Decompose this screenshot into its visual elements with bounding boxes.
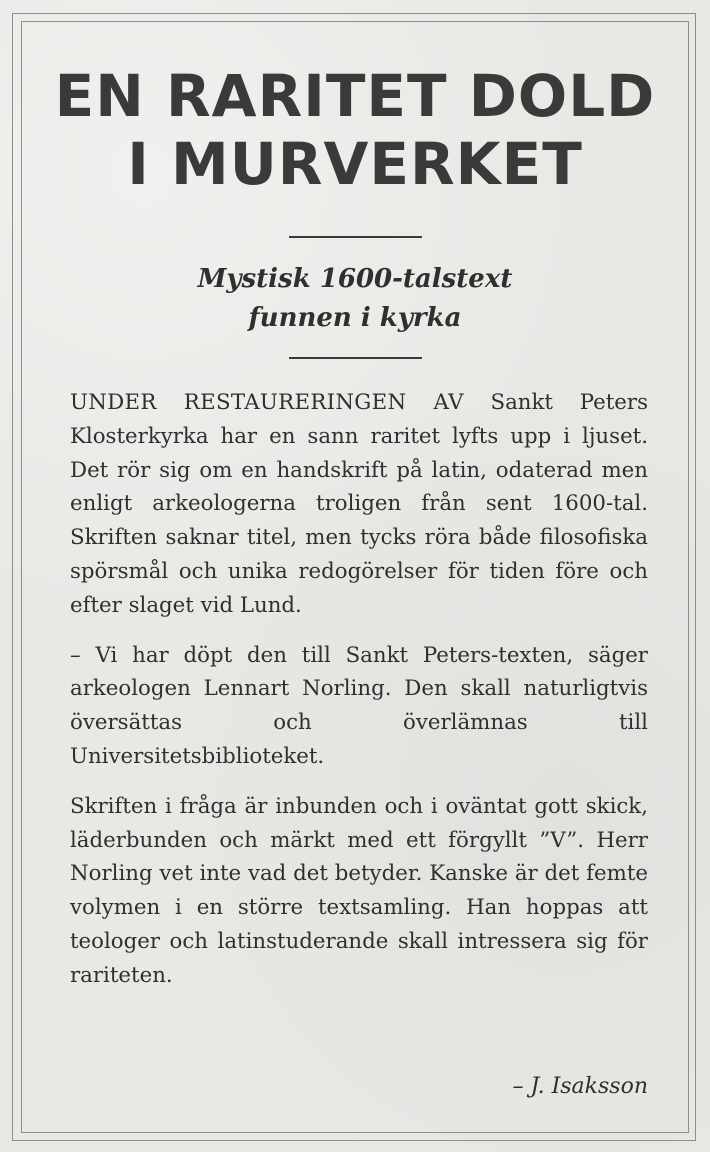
article-paragraph-1 [70, 386, 648, 623]
subtitle-line-2: funnen i kyrka [248, 303, 462, 333]
subtitle-line-1: Mystisk 1600-talstext [197, 264, 513, 294]
divider-top [289, 236, 422, 238]
headline-line-2: I MURVERKET [127, 130, 583, 198]
headline-line-1: EN RARITET DOLD [54, 62, 656, 130]
lead-in-caps: UNDER RESTAURERINGEN AV [70, 390, 464, 415]
article-paragraph-3: Skriften i fråga är inbunden och i oväntat gott skick, läderbunden och märkt med ett förgyllt ”V”. Herr Norling vet inte vad det betyder. Kanske är det femte volymen i en större textsamling. Han hoppas att teologer och latinstuderande skall intressera sig för rariteten. [70, 793, 648, 988]
divider-bottom [289, 357, 422, 359]
byline: – J. Isaksson [512, 1074, 648, 1099]
headline [40, 62, 670, 198]
subtitle [60, 260, 650, 338]
article-paragraph-2: – Vi har döpt den till Sankt Peters-texten, säger arkeologen Lennart Norling. Den skall naturligtvis översättas och överlämnas till Universitetsbiblioteket. [70, 642, 648, 769]
article-body [70, 386, 648, 993]
paragraph-1-text: Sankt Peters Klosterkyrka har en sann raritet lyfts upp i ljuset. Det rör sig om en handskrift på latin, odaterad men enligt arkeologerna troligen från sent 1600-tal. Skriften saknar titel, men tycks röra både filosofiska spörsmål och unika redogörelser för tiden före och efter slaget vid Lund. [70, 390, 648, 618]
